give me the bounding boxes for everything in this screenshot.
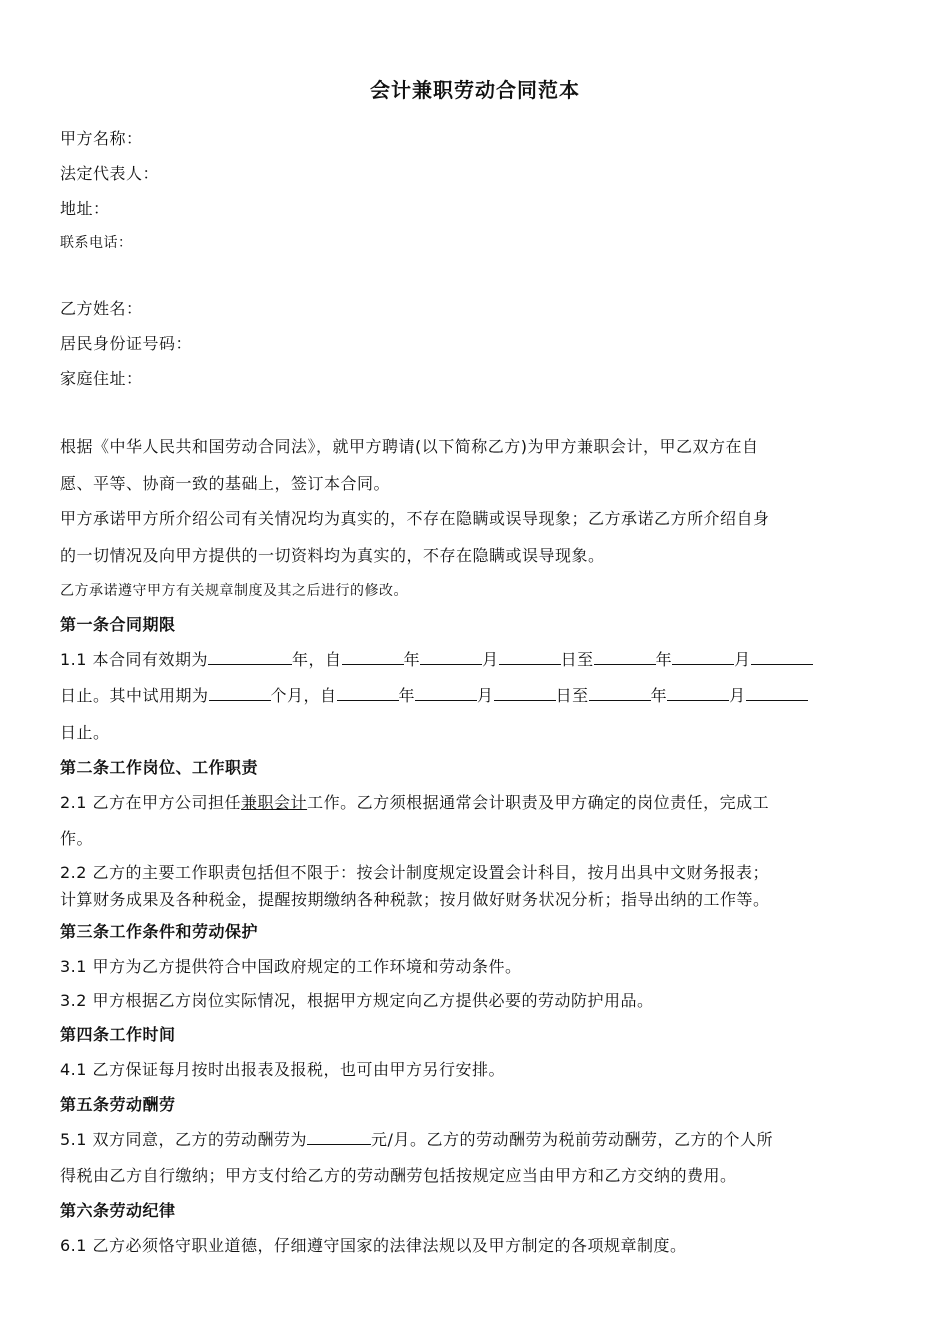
clause-text: 1.1 本合同有效期为 [60,650,209,669]
article-2-clause-1-cont: 作。 [60,829,94,848]
article-2-clause-2: 2.2 乙方的主要工作职责包括但不限于：按会计制度规定设置会计科目，按月出具中文财务报表； [60,863,770,882]
clause-text: 月 [477,686,494,705]
clause-text: 2.1 乙方在甲方公司担任 [60,793,242,812]
article-1-clause-1-end: 日止。 [60,723,110,742]
fill-blank [208,649,292,665]
article-3-heading: 第三条工作条件和劳动保护 [60,922,259,941]
clause-text: 元/月。乙方的劳动酬劳为税前劳动酬劳，乙方的个人所 [371,1130,773,1149]
article-5-clause-1 [60,1129,890,1151]
fill-blank [594,649,656,665]
fill-blank [589,685,651,701]
clause-text: 年 [655,650,673,669]
fill-blank [499,649,561,665]
party-b-name-label: 乙方姓名： [60,299,143,318]
clause-text: 年，自 [292,650,342,669]
article-2-heading: 第二条工作岗位、工作职责 [60,758,259,777]
party-a-name-label: 甲方名称： [60,129,143,148]
fill-blank [307,1129,371,1145]
preamble-line: 的一切情况及向甲方提供的一切资料均为真实的，不存在隐瞒或误导现象。 [60,546,605,565]
party-b-id-label: 居民身份证号码： [60,334,193,353]
fill-blank [342,649,404,665]
fill-blank [337,685,399,701]
article-5-heading: 第五条劳动酬劳 [60,1095,176,1114]
article-5-clause-1-cont: 得税由乙方自行缴纳；甲方支付给乙方的劳动酬劳包括按规定应当由甲方和乙方交纳的费用。 [60,1166,737,1185]
fill-blank [209,685,271,701]
article-3-clause-1: 3.1 甲方为乙方提供符合中国政府规定的工作环境和劳动条件。 [60,957,522,976]
fill-blank [420,649,482,665]
party-b-home-label: 家庭住址： [60,369,143,388]
document-title: 会计兼职劳动合同范本 [370,78,580,102]
article-3-clause-2: 3.2 甲方根据乙方岗位实际情况，根据甲方规定向乙方提供必要的劳动防护用品。 [60,991,654,1010]
clause-text: 年 [403,650,421,669]
underlined-position: 兼职会计 [241,793,308,812]
party-a-phone-label: 联系电话： [60,235,133,251]
fill-blank [667,685,729,701]
clause-text: 日至 [560,650,594,669]
article-4-heading: 第四条工作时间 [60,1025,176,1044]
clause-text: 月 [734,650,751,669]
fill-blank [746,685,808,701]
article-1-clause-1-cont [60,685,890,707]
article-2-clause-2-cont: 计算财务成果及各种税金，提醒按期缴纳各种税款；按月做好财务状况分析；指导出纳的工作等。 [60,890,770,909]
clause-text: 工作。乙方须根据通常会计职责及甲方确定的岗位责任，完成工 [307,793,770,812]
article-1-heading: 第一条合同期限 [60,615,176,634]
party-a-rep-label: 法定代表人： [60,164,160,183]
clause-text: 月 [482,650,499,669]
clause-text: 日止。其中试用期为 [60,686,209,705]
fill-blank [751,649,813,665]
clause-text: 年 [398,686,416,705]
clause-text: 月 [729,686,746,705]
clause-text: 个月，自 [270,686,337,705]
article-6-heading: 第六条劳动纪律 [60,1201,176,1220]
article-1-clause-1 [60,649,890,671]
preamble-line: 乙方承诺遵守甲方有关规章制度及其之后进行的修改。 [60,583,408,599]
clause-text: 日至 [555,686,589,705]
preamble-line: 甲方承诺甲方所介绍公司有关情况均为真实的，不存在隐瞒或误导现象；乙方承诺乙方所介绍自身 [60,509,770,528]
fill-blank [415,685,477,701]
fill-blank [672,649,734,665]
preamble-line: 根据《中华人民共和国劳动合同法》，就甲方聘请(以下简称乙方)为甲方兼职会计，甲乙双方在自 [60,437,759,456]
article-6-clause-1: 6.1 乙方必须恪守职业道德，仔细遵守国家的法律法规以及甲方制定的各项规章制度。 [60,1236,687,1255]
article-2-clause-1 [60,792,890,814]
clause-text: 年 [650,686,668,705]
preamble-line: 愿、平等、协商一致的基础上，签订本合同。 [60,474,391,493]
article-4-clause-1: 4.1 乙方保证每月按时出报表及报税，也可由甲方另行安排。 [60,1060,506,1079]
party-a-address-label: 地址： [60,199,110,218]
clause-text: 5.1 双方同意，乙方的劳动酬劳为 [60,1130,308,1149]
fill-blank [494,685,556,701]
